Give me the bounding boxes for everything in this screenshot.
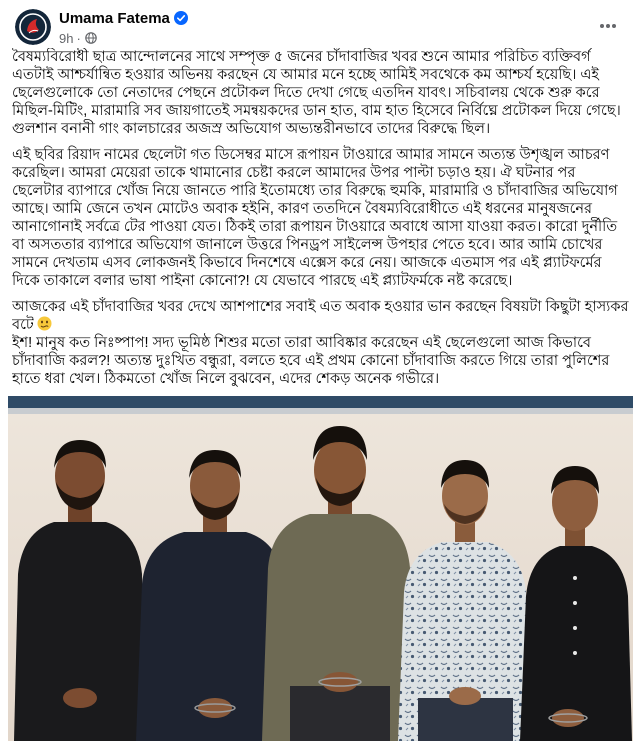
post-paragraph-3-continuation: ইশ! মানুষ কত নিঃষ্পাপ! সদ্য ভূমিষ্ঠ শিশুর মতো তারা আবিষ্কার করেছেন এই ছেলেগুলো আজ কিভাবে চাঁদাবাজি করল?! অত্যন্ত দুঃখিত বন্ধুরা, বলতে হবে এই প্রথম কোনো চাঁদাবাজি করতে গিয়ে তারা পুলিশের হাতে ধরা খেল। ঠিকমতো খোঁজ নিলে বুঝবেন, এদের শেকড় অনেক গভীরে। xyxy=(12,335,610,387)
meta-separator: · xyxy=(76,30,81,46)
post-meta xyxy=(59,29,188,47)
post-paragraph-3 xyxy=(12,298,630,388)
post-paragraph-1: বৈষম্যবিরোধী ছাত্র আন্দোলনের সাথে সম্পৃক্ত ৫ জনের চাঁদাবাজির খবর শুনে আমার পরিচিত ব্যক্তিবর্গ এতটাই আশ্চর্যান্বিত হওয়ার অভিনয় করছেন যে আমার মনে হচ্ছে আমিই সবথেকে কম আশ্চর্য হয়েছি। এই ছেলেগুলোকে তো নেতাদের পেছনে প্রটোকল দিতে দেখা গেছে এতদিন যাবৎ। সচিবালয় থেকে শুরু করে মিছিল-মিটিং, মারামারি সব জায়গাতেই সমন্বয়কদের ডান হাত, বাম হাত হিসেবে নির্বিঘ্নে প্রটোকল দিয়ে গেছে। গুলশান বনানী গাং কালচারের অজস্র অভিযোগ অভ্যন্তরীনভাবে তাদের বিরুদ্ধে ছিল। xyxy=(12,49,621,137)
post-text xyxy=(12,48,630,392)
post-paragraph-3-text: আজকের এই চাঁদাবাজির খবর দেখে আশপাশের সবাই এত অবাক হওয়ার ভান করছেন বিষয়টা কিছুটা হাস্যকর বটে xyxy=(12,299,629,333)
post-time[interactable]: 9h xyxy=(59,30,74,46)
verified-badge-icon xyxy=(174,11,188,25)
photo-top-band xyxy=(8,396,633,408)
author-name-row xyxy=(59,8,188,28)
author-name[interactable]: Umama Fatema xyxy=(59,9,170,27)
globe-icon[interactable] xyxy=(85,32,97,44)
melting-face-emoji-icon xyxy=(37,316,52,331)
avatar-logo-icon xyxy=(15,9,51,45)
post-header xyxy=(59,8,188,47)
more-options-icon xyxy=(599,23,617,29)
post-photo[interactable] xyxy=(8,396,633,741)
author-avatar[interactable] xyxy=(15,9,51,45)
post-paragraph-2: এই ছবির রিয়াদ নামের ছেলেটা গত ডিসেম্বর মাসে রূপায়ন টাওয়ারে আমার সামনে অত্যন্ত উশৃঙ্খল আচরণ করেছিল। আমরা মেয়েরা তাকে থামানোর চেষ্টা করলে আমাদের উপর পাল্টা চড়াও হয়। ঐ ঘটনার পর ছেলেটার ব্যাপারে খোঁজ নিয়ে জানতে পারি ইতোমধ্যে তার বিরুদ্ধে হুমকি, মারামারি ও চাঁদাবাজির অভিযোগ আছে। আমি জেনে তখন মোটেও অবাক হইনি, কারণ ততদিনে বৈষম্যবিরোধীতে এই ধরনের মানুষজনের আনাগোনাই সর্বত্রে টের পাওয়া যেত। ঠিকই তারা রূপায়ন টাওয়ারে অবাধে আসা যাওয়া করত। কারো দুর্নীতি বা অসততার ব্যাপারে অভিযোগ জানালে উত্তরে পিনড্রপ সাইলেন্স উপহার পেতে হবে। আর আমি চোখের সামনে দেখতাম এসব লোকজনই কিভাবে দিনশেষে এক্সেস করে নেয়। আজকে এতমাস পর এই প্ল্যাটফর্মের দিকে তাকালে বলার ভাষা পাইনা কোনো?! যে যেভাবে পারছে এই প্ল্যাটফর্মকে নষ্ট করেছে। xyxy=(12,147,618,289)
post-photo-image xyxy=(8,396,633,741)
more-options-button[interactable] xyxy=(594,12,622,40)
